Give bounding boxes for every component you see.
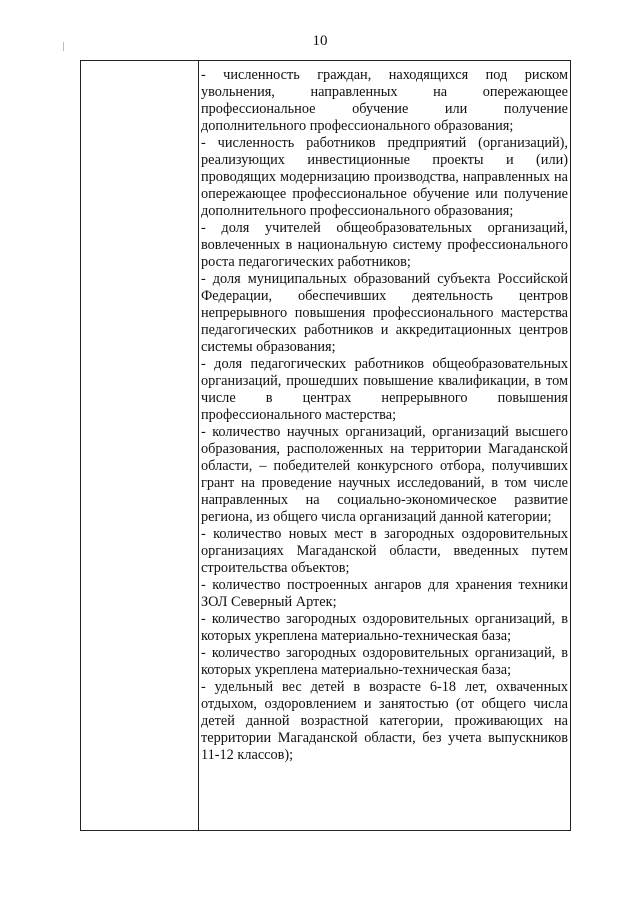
indicator-item: - доля муниципальных образований субъекта Российской Федерации, обеспечивших деятельность центров непрерывного повышения профессионального мастерства педагогических работников и аккредитационных центров системы образования; bbox=[201, 271, 568, 355]
indicator-item: - доля педагогических работников общеобразовательных организаций, прошедших повышение квалификации, в том числе в центрах непрерывного повышения профессионального мастерства; bbox=[201, 356, 568, 423]
table-right-cell bbox=[201, 67, 568, 764]
indicator-item: - количество загородных оздоровительных организаций, в которых укреплена материально-техническая база; bbox=[201, 645, 568, 678]
indicator-item: - количество научных организаций, организаций высшего образования, расположенных на территории Магаданской области, – победителей конкурсного отбора, получивших грант на проведение научных исследований, в том числе направленных на социально-экономическое развитие региона, из общего числа организаций данной категории; bbox=[201, 424, 568, 525]
indicator-item: - количество загородных оздоровительных организаций, в которых укреплена материально-техническая база; bbox=[201, 611, 568, 644]
indicator-item: - количество новых мест в загородных оздоровительных организациях Магаданской области, введенных путем строительства объектов; bbox=[201, 526, 568, 576]
indicator-item: - удельный вес детей в возрасте 6-18 лет, охваченных отдыхом, оздоровлением и занятостью (от общего числа детей данной возрастной категории, проживающих на территории Магаданской области, без учета выпускников 11-12 классов); bbox=[201, 679, 568, 763]
indicator-item: - численность граждан, находящихся под риском увольнения, направленных на опережающее профессиональное обучение или получение дополнительного профессионального образования; bbox=[201, 67, 568, 134]
indicator-item: - численность работников предприятий (организаций), реализующих инвестиционные проекты и (или) проводящих модернизацию производства, направленных на опережающее профессиональное обучение или получение дополнительного профессионального образования; bbox=[201, 135, 568, 219]
indicator-item: - доля учителей общеобразовательных организаций, вовлеченных в национальную систему профессионального роста педагогических работников; bbox=[201, 220, 568, 270]
indicators-table bbox=[80, 60, 571, 831]
column-divider bbox=[198, 61, 199, 830]
table-left-cell bbox=[81, 61, 198, 830]
indicator-item: - количество построенных ангаров для хранения техники ЗОЛ Северный Артек; bbox=[201, 577, 568, 610]
page-number: 10 bbox=[312, 33, 328, 49]
margin-mark bbox=[63, 42, 64, 51]
